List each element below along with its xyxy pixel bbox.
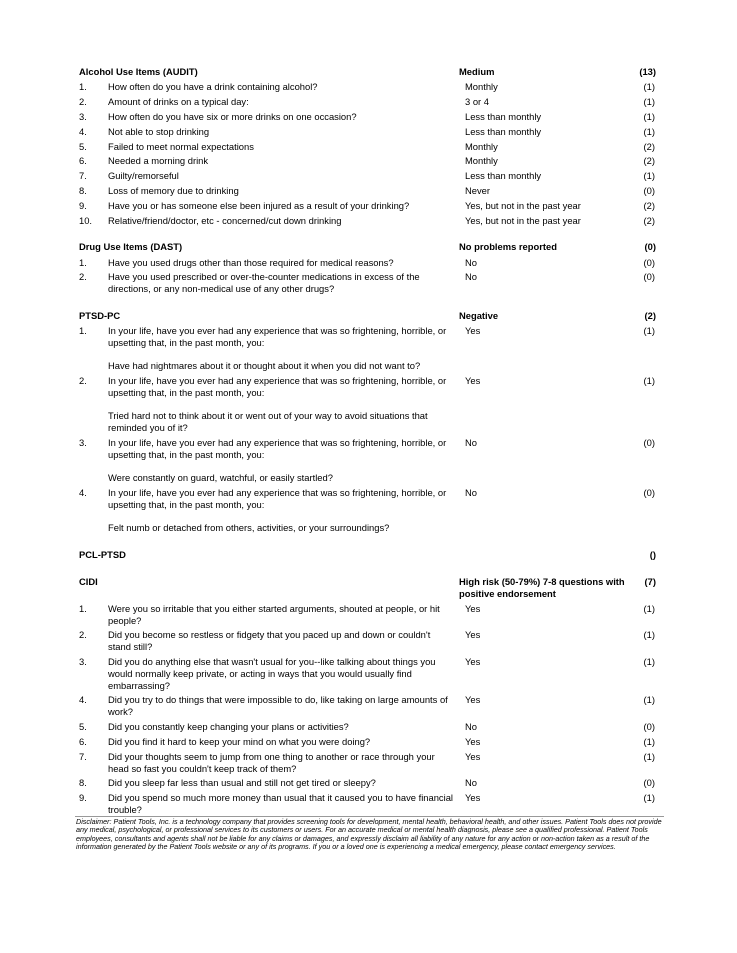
disclaimer: Disclaimer: Patient Tools, Inc. is a technology company that provides screening tools for development, mental health, behavioral health, and other issues. Patient Tools does not provide any medical, psychological, or professional services to its customers or users. For an accurate medical or mental health diagnosis, please see a qualified professional. Patient Tools employees, consultants and agents shall not be liable for any claims or damages, and expressly disclaim all liability of any nature for any action or non-action taken as a result of the information generated by the Patient Tools website or any of its programs. If you or a loved one is experiencing a medical emergency, please contact emergency services. xyxy=(76,817,662,852)
item-question: Did you constantly keep changing your plans or activities? xyxy=(108,721,349,732)
item-number: 4. xyxy=(79,487,87,498)
item-points: (1) xyxy=(643,751,655,762)
item-number: 8. xyxy=(79,777,87,788)
item-answer: Yes xyxy=(465,325,481,336)
section-score: (0) xyxy=(644,241,656,252)
item-number: 3. xyxy=(79,111,87,122)
item-question: Did your thoughts seem to jump from one thing to another or race through your head so fast you couldn't keep track of them? xyxy=(108,751,435,774)
item-answer: No xyxy=(465,487,477,498)
item-question: How often do you have a drink containing alcohol? xyxy=(108,81,318,92)
item-question: Have you used drugs other than those required for medical reasons? xyxy=(108,257,394,268)
section-result: High risk (50-79%) 7-8 questions with positive endorsement xyxy=(459,576,625,599)
item-points: (2) xyxy=(643,215,655,226)
section-result: Negative xyxy=(459,310,499,321)
item-question-detail: Tried hard not to think about it or went out of your way to avoid situations that reminded you of it? xyxy=(108,410,428,433)
item-question: Needed a morning drink xyxy=(108,155,209,166)
item-number: 5. xyxy=(79,141,87,152)
item-points: (0) xyxy=(643,185,655,196)
item-answer: No xyxy=(465,777,477,788)
item-answer: Less than monthly xyxy=(465,170,542,181)
item-points: (2) xyxy=(643,200,655,211)
item-number: 4. xyxy=(79,694,87,705)
item-points: (0) xyxy=(643,271,655,282)
item-question: Not able to stop drinking xyxy=(108,126,210,137)
item-number: 8. xyxy=(79,185,87,196)
item-answer: Yes xyxy=(465,629,481,640)
item-answer: Yes xyxy=(465,656,481,667)
item-points: (0) xyxy=(643,257,655,268)
item-question: Were you so irritable that you either started arguments, shouted at people, or hit people? xyxy=(108,603,440,626)
section-score: () xyxy=(649,549,656,560)
item-number: 4. xyxy=(79,126,87,137)
item-number: 1. xyxy=(79,603,87,614)
item-number: 3. xyxy=(79,656,87,667)
item-number: 6. xyxy=(79,155,87,166)
item-points: (1) xyxy=(643,375,655,386)
item-answer: Less than monthly xyxy=(465,126,542,137)
item-number: 2. xyxy=(79,629,87,640)
item-points: (1) xyxy=(643,603,655,614)
item-points: (1) xyxy=(643,656,655,667)
item-question-detail: Were constantly on guard, watchful, or easily startled? xyxy=(108,472,333,483)
item-answer: 3 or 4 xyxy=(465,96,489,107)
item-number: 6. xyxy=(79,736,87,747)
item-number: 9. xyxy=(79,792,87,803)
item-number: 2. xyxy=(79,96,87,107)
item-answer: Yes xyxy=(465,792,481,803)
item-points: (2) xyxy=(643,155,655,166)
item-question-detail: Have had nightmares about it or thought about it when you did not want to? xyxy=(108,360,421,371)
item-answer: Yes xyxy=(465,375,481,386)
item-points: (1) xyxy=(643,792,655,803)
item-question: In your life, have you ever had any experience that was so frightening, horrible, or upsetting that, in the past month, you: xyxy=(108,487,447,510)
item-points: (0) xyxy=(643,721,655,732)
section-title: Alcohol Use Items (AUDIT) xyxy=(79,66,198,77)
section-title: Drug Use Items (DAST) xyxy=(79,241,183,252)
item-points: (2) xyxy=(643,141,655,152)
item-number: 9. xyxy=(79,200,87,211)
item-answer: Monthly xyxy=(465,141,498,152)
section-result: Medium xyxy=(459,66,495,77)
section-title: PCL-PTSD xyxy=(79,549,126,560)
item-number: 10. xyxy=(79,215,93,226)
item-points: (1) xyxy=(643,629,655,640)
item-number: 7. xyxy=(79,751,87,762)
section-result: No problems reported xyxy=(459,241,557,252)
item-question: Failed to meet normal expectations xyxy=(108,141,254,152)
item-answer: Yes, but not in the past year xyxy=(465,200,581,211)
item-number: 2. xyxy=(79,375,87,386)
item-question: Did you try to do things that were impossible to do, like taking on large amounts of work? xyxy=(108,694,448,717)
item-question: How often do you have six or more drinks on one occasion? xyxy=(108,111,357,122)
section-title: PTSD-PC xyxy=(79,310,121,321)
section-score: (7) xyxy=(644,576,656,587)
item-number: 1. xyxy=(79,257,87,268)
item-number: 1. xyxy=(79,81,87,92)
item-question: Did you find it hard to keep your mind on what you were doing? xyxy=(108,736,371,747)
item-question: Did you spend so much more money than usual that it caused you to have financial trouble? xyxy=(108,792,453,815)
item-answer: No xyxy=(465,721,477,732)
item-question: Relative/friend/doctor, etc - concerned/cut down drinking xyxy=(108,215,342,226)
item-question: In your life, have you ever had any experience that was so frightening, horrible, or upsetting that, in the past month, you: xyxy=(108,437,447,460)
section-score: (13) xyxy=(639,66,656,77)
item-question: Guilty/remorseful xyxy=(108,170,179,181)
item-answer: Yes xyxy=(465,736,481,747)
item-points: (1) xyxy=(643,325,655,336)
item-question: Loss of memory due to drinking xyxy=(108,185,239,196)
item-question: In your life, have you ever had any experience that was so frightening, horrible, or upsetting that, in the past month, you: xyxy=(108,325,447,348)
item-answer: Never xyxy=(465,185,491,196)
item-question: Did you sleep far less than usual and still not get tired or sleepy? xyxy=(108,777,376,788)
item-number: 3. xyxy=(79,437,87,448)
item-answer: No xyxy=(465,437,477,448)
item-question-detail: Felt numb or detached from others, activities, or your surroundings? xyxy=(108,522,390,533)
item-points: (1) xyxy=(643,126,655,137)
item-number: 2. xyxy=(79,271,87,282)
item-answer: Yes xyxy=(465,694,481,705)
item-answer: Yes xyxy=(465,751,481,762)
item-question: Did you become so restless or fidgety that you paced up and down or couldn't stand still? xyxy=(108,629,431,652)
item-answer: No xyxy=(465,257,477,268)
item-points: (1) xyxy=(643,170,655,181)
item-question: Have you used prescribed or over-the-counter medications in excess of the directions, or any non-medical use of any other drugs? xyxy=(108,271,420,294)
item-answer: Yes, but not in the past year xyxy=(465,215,581,226)
item-answer: Less than monthly xyxy=(465,111,542,122)
item-points: (0) xyxy=(643,777,655,788)
item-points: (1) xyxy=(643,736,655,747)
item-answer: Monthly xyxy=(465,155,498,166)
item-points: (1) xyxy=(643,694,655,705)
item-number: 5. xyxy=(79,721,87,732)
item-answer: Monthly xyxy=(465,81,498,92)
item-points: (0) xyxy=(643,487,655,498)
section-title: CIDI xyxy=(79,576,98,587)
item-points: (1) xyxy=(643,96,655,107)
item-question: Have you or has someone else been injured as a result of your drinking? xyxy=(108,200,410,211)
item-number: 1. xyxy=(79,325,87,336)
item-answer: No xyxy=(465,271,477,282)
item-question: Did you do anything else that wasn't usual for you--like talking about things you would normally keep private, or acting in ways that you would usually find embarrassing? xyxy=(108,656,436,691)
item-number: 7. xyxy=(79,170,87,181)
item-points: (0) xyxy=(643,437,655,448)
item-points: (1) xyxy=(643,81,655,92)
section-score: (2) xyxy=(644,310,656,321)
item-question: Amount of drinks on a typical day: xyxy=(108,96,249,107)
item-points: (1) xyxy=(643,111,655,122)
item-question: In your life, have you ever had any experience that was so frightening, horrible, or upsetting that, in the past month, you: xyxy=(108,375,447,398)
item-answer: Yes xyxy=(465,603,481,614)
